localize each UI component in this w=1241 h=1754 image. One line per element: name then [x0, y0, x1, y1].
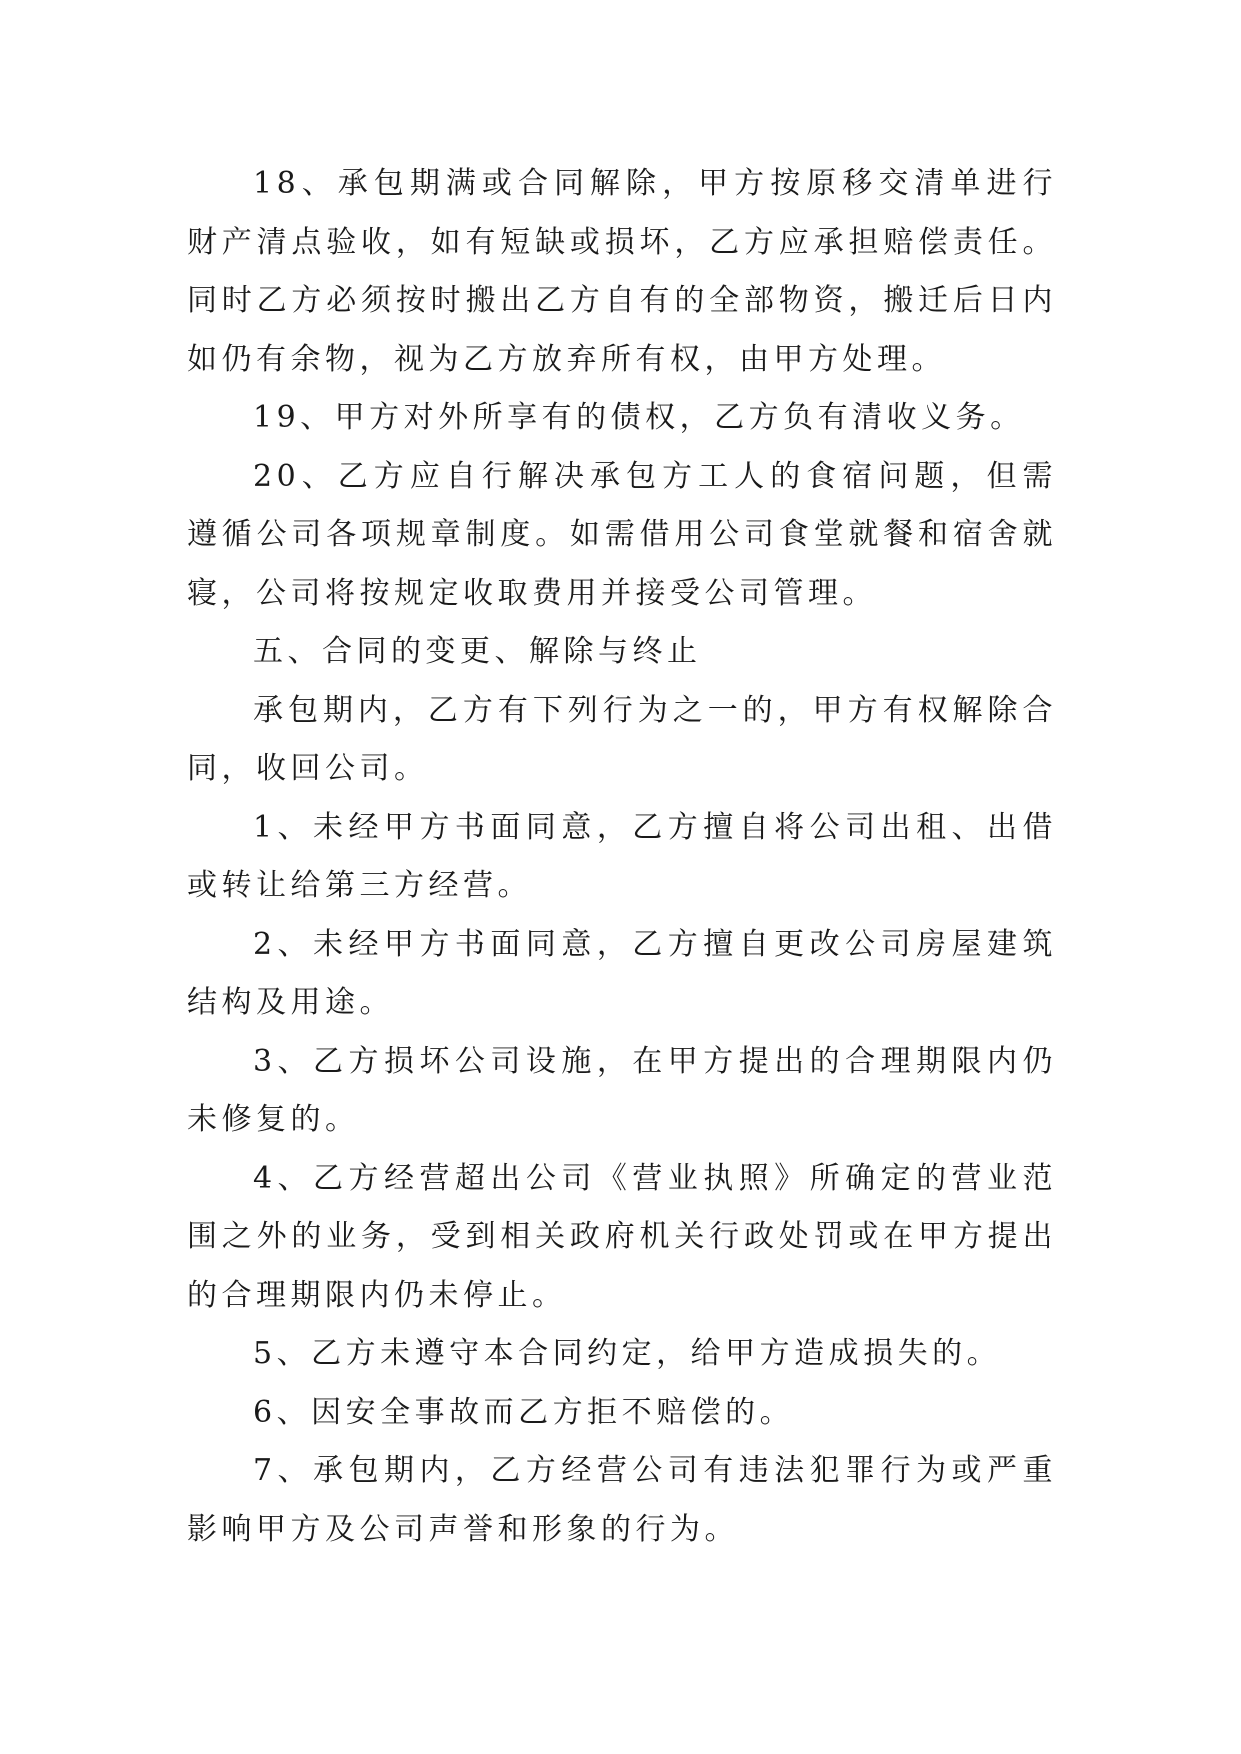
- termination-item-7: 7、承包期内，乙方经营公司有违法犯罪行为或严重影响甲方及公司声誉和形象的行为。: [187, 1453, 1057, 1547]
- document-body: [187, 155, 1057, 1559]
- termination-item-3: 3、乙方损坏公司设施，在甲方提出的合理期限内仍未修复的。: [187, 1043, 1057, 1137]
- clause-19-paragraph: 19、甲方对外所享有的债权，乙方负有清收义务。: [253, 400, 1025, 435]
- termination-item-6: 6、因安全事故而乙方拒不赔偿的。: [253, 1394, 795, 1430]
- clause-20-paragraph: 20、乙方应自行解决承包方工人的食宿问题，但需遵循公司各项规章制度。如需借用公司食堂就餐和宿舍就寝，公司将按规定收取费用并接受公司管理。: [187, 458, 1057, 611]
- termination-item-2: 2、未经甲方书面同意，乙方擅自更改公司房屋建筑结构及用途。: [187, 926, 1057, 1020]
- termination-item-1: 1、未经甲方书面同意，乙方擅自将公司出租、出借或转让给第三方经营。: [187, 809, 1057, 903]
- termination-item-5: 5、乙方未遵守本合同约定，给甲方造成损失的。: [253, 1336, 1002, 1371]
- section-five-heading: 五、合同的变更、解除与终止: [253, 634, 702, 669]
- termination-item-4: 4、乙方经营超出公司《营业执照》所确定的营业范围之外的业务，受到相关政府机关行政处罚或在甲方提出的合理期限内仍未停止。: [187, 1160, 1057, 1313]
- clause-18-paragraph: 18、承包期满或合同解除，甲方按原移交清单进行财产清点验收，如有短缺或损坏，乙方应承担赔偿责任。同时乙方必须按时搬出乙方自有的全部物资，搬迁后日内如仍有余物，视为乙方放弃所有权，由甲方处理。: [187, 166, 1057, 377]
- termination-intro-paragraph: 承包期内，乙方有下列行为之一的，甲方有权解除合同，收回公司。: [187, 692, 1057, 786]
